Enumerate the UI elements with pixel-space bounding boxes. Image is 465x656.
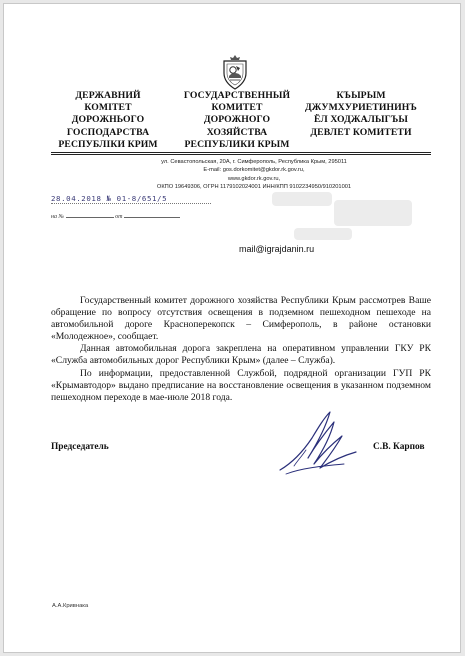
header-line: КОМІТЕТ bbox=[84, 102, 132, 114]
letter-body bbox=[51, 295, 431, 404]
header-line: КОМИТЕТ bbox=[211, 102, 263, 114]
reference-line bbox=[51, 214, 180, 220]
crimea-emblem-icon bbox=[220, 54, 250, 90]
website-line: www.gkdor.rk.gov.ru, bbox=[227, 175, 281, 182]
reference-number-blank bbox=[66, 217, 114, 218]
registration-number: 28.04.2018 № 01-8/651/5 bbox=[51, 194, 168, 203]
reference-prefix: на № bbox=[51, 214, 65, 220]
header-russian bbox=[172, 90, 302, 151]
header-line: ДЕРЖАВНИЙ bbox=[75, 90, 141, 101]
header-line: РЕСПУБЛІКИ КРИМ bbox=[58, 138, 158, 150]
address-line: ул. Севастопольская, 20А, г. Симферополь, Республика Крым, 295011 bbox=[161, 159, 347, 165]
redaction-mark bbox=[272, 192, 332, 206]
redaction-mark bbox=[334, 200, 412, 226]
email-line: E-mail: gos.dorkomitet@gkdor.rk.gov.ru, bbox=[203, 167, 305, 174]
header-line: ДЕВЛЕТ КОМИТЕТИ bbox=[310, 126, 412, 138]
header-line: ДОРОЖНЬОГО bbox=[71, 114, 145, 126]
reference-date-blank bbox=[124, 217, 180, 218]
header-divider bbox=[51, 152, 431, 153]
header-line: ГОСПОДАРСТВА bbox=[66, 126, 150, 138]
header-line: КЪЫРЫМ bbox=[336, 90, 386, 101]
header-line: ХОЗЯЙСТВА bbox=[206, 126, 268, 138]
header-line: РЕСПУБЛИКИ КРЫМ bbox=[184, 138, 290, 150]
header-line: ДЖУМХУРИЕТИНИНЪ bbox=[305, 102, 417, 114]
signatory-title: Председатель bbox=[51, 442, 109, 452]
header-line: ЁЛ ХОДЖАЛЫГЪЫ bbox=[313, 114, 409, 126]
body-paragraph: Государственный комитет дорожного хозяйства Республики Крым рассмотрев Ваше обращение по вопросу отсутствия освещения в подземном пешеходном пешеходе на автомобильной дороге Красноперекопск – Симферополь, в районе остановки «Молодежное», сообщает. bbox=[51, 295, 431, 343]
header-line: ДОРОЖНОГО bbox=[203, 114, 271, 126]
reference-from: от bbox=[115, 214, 123, 220]
redaction-mark bbox=[294, 228, 352, 240]
header-line: ГОСУДАРСТВЕННЫЙ bbox=[183, 90, 291, 101]
letter-page bbox=[3, 3, 461, 653]
body-paragraph: По информации, предоставленной Службой, подрядной организации ГУП РК «Крымавтодор» выдано предписание на восстановление освещения в указанном подземном пешеходном переходе в мае-июле 2018 года. bbox=[51, 367, 431, 403]
body-paragraph: Данная автомобильная дорога закреплена на оперативном управлении ГКУ РК «Служба автомобильных дорог Республики Крым» (далее – Служба). bbox=[51, 343, 431, 367]
signatory-name: С.В. Карпов bbox=[373, 442, 425, 452]
executor-name: А.А.Кривнака bbox=[52, 603, 89, 609]
header-divider bbox=[51, 154, 431, 155]
contact-block bbox=[104, 158, 404, 191]
stamp-underline bbox=[51, 203, 211, 204]
header-ukrainian bbox=[48, 90, 168, 151]
recipient-email: mail@igrajdanin.ru bbox=[239, 244, 315, 254]
header-crimean-tatar bbox=[286, 90, 436, 139]
handwritten-signature bbox=[272, 408, 362, 488]
registration-stamp bbox=[51, 194, 167, 203]
registration-codes: ОКПО 19649306, ОГРН 1179102024001 ИНН/КПП 9102234950/910201001 bbox=[156, 183, 352, 190]
